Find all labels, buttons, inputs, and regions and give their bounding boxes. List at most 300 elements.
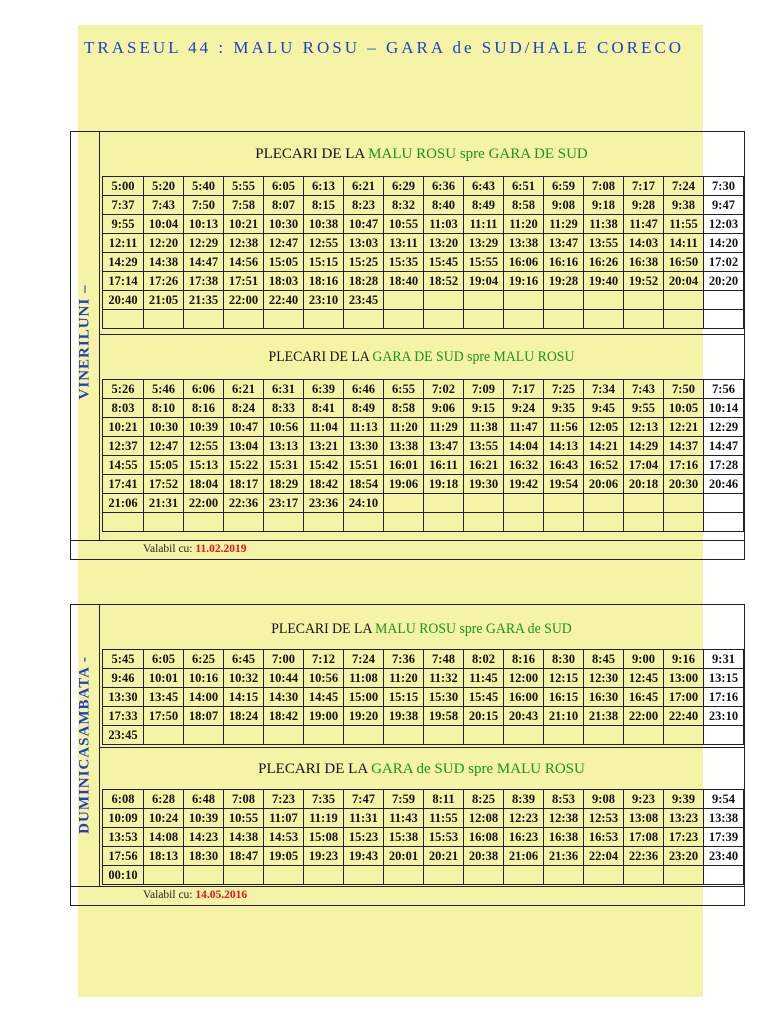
departure-time-cell: 16:23 [504, 828, 544, 847]
departure-time-cell: 18:17 [224, 475, 264, 494]
departure-time-cell [304, 310, 344, 329]
departure-time-cell: 7:09 [464, 380, 504, 399]
departure-time-cell: 10:01 [144, 669, 184, 688]
departure-time-cell: 19:38 [384, 707, 424, 726]
departure-time-cell: 14:21 [584, 437, 624, 456]
table-row [103, 177, 744, 196]
departure-time-cell: 22:36 [624, 847, 664, 866]
departure-time-cell: 16:50 [664, 253, 704, 272]
departure-time-cell [504, 494, 544, 513]
departure-time-cell [544, 291, 584, 310]
departure-time-cell: 19:28 [544, 272, 584, 291]
departure-time-cell: 14:47 [184, 253, 224, 272]
departure-time-cell: 13:55 [584, 234, 624, 253]
departure-time-cell: 11:20 [384, 418, 424, 437]
departure-time-cell: 7:08 [224, 790, 264, 809]
departure-time-cell: 21:31 [144, 494, 184, 513]
departure-time-cell: 9:06 [424, 399, 464, 418]
departure-time-cell [664, 513, 704, 532]
departure-time-cell: 21:38 [584, 707, 624, 726]
departure-time-cell: 8:58 [504, 196, 544, 215]
table-row [103, 456, 744, 475]
departure-time-cell [424, 291, 464, 310]
departure-time-cell: 19:52 [624, 272, 664, 291]
departure-time-cell [504, 866, 544, 885]
departure-time-cell [584, 291, 624, 310]
departure-time-cell: 17:02 [704, 253, 744, 272]
departure-time-cell: 5:55 [224, 177, 264, 196]
departure-time-cell [184, 310, 224, 329]
departure-time-cell: 16:21 [464, 456, 504, 475]
table-row [103, 669, 744, 688]
departure-time-cell: 15:45 [464, 688, 504, 707]
departure-time-cell: 13:04 [224, 437, 264, 456]
weekday-side-label: VINERILUNI – [76, 284, 93, 400]
departure-time-cell: 12:23 [504, 809, 544, 828]
departure-time-cell [384, 494, 424, 513]
departure-time-cell: 15:05 [144, 456, 184, 475]
departure-time-cell: 13:47 [544, 234, 584, 253]
departure-time-cell: 6:21 [224, 380, 264, 399]
departure-time-cell: 11:47 [624, 215, 664, 234]
departure-time-cell: 8:49 [464, 196, 504, 215]
departure-time-cell: 17:26 [144, 272, 184, 291]
departure-time-cell: 6:21 [344, 177, 384, 196]
departure-time-cell: 9:18 [584, 196, 624, 215]
departure-time-cell: 9:38 [664, 196, 704, 215]
departure-time-cell: 11:11 [464, 215, 504, 234]
departure-time-cell: 17:56 [103, 847, 144, 866]
table-row [103, 790, 744, 809]
departure-time-cell: 19:42 [504, 475, 544, 494]
departure-time-cell: 17:00 [664, 688, 704, 707]
departure-time-cell: 6:59 [544, 177, 584, 196]
departure-time-cell: 6:08 [103, 790, 144, 809]
departure-time-cell [144, 726, 184, 745]
departure-time-cell: 8:53 [544, 790, 584, 809]
departure-time-cell: 13:23 [664, 809, 704, 828]
departure-time-cell: 14:53 [264, 828, 304, 847]
departure-time-cell: 7:24 [344, 650, 384, 669]
departure-time-cell: 17:04 [624, 456, 664, 475]
departure-time-cell [144, 866, 184, 885]
departure-time-cell: 21:05 [144, 291, 184, 310]
departure-time-cell: 12:55 [184, 437, 224, 456]
departure-time-cell: 9:08 [544, 196, 584, 215]
departure-time-cell: 13:30 [344, 437, 384, 456]
departure-time-cell: 18:13 [144, 847, 184, 866]
departure-time-cell: 12:15 [544, 669, 584, 688]
departure-time-cell: 11:29 [544, 215, 584, 234]
departure-time-cell: 13:38 [504, 234, 544, 253]
departure-time-cell: 10:47 [224, 418, 264, 437]
departure-time-cell: 16:30 [584, 688, 624, 707]
departure-time-cell: 11:55 [424, 809, 464, 828]
departure-time-cell: 11:38 [584, 215, 624, 234]
weekend-outbound-heading [125, 607, 718, 651]
departure-time-cell: 8:03 [103, 399, 144, 418]
departure-time-cell: 15:23 [344, 828, 384, 847]
departure-time-cell: 14:04 [504, 437, 544, 456]
departure-time-cell: 5:45 [103, 650, 144, 669]
departure-time-cell [264, 866, 304, 885]
departure-time-cell: 19:04 [464, 272, 504, 291]
departure-time-cell [184, 866, 224, 885]
departure-time-cell [384, 513, 424, 532]
table-row [103, 253, 744, 272]
departure-time-cell: 10:09 [103, 809, 144, 828]
departure-time-cell: 16:01 [384, 456, 424, 475]
table-row [103, 726, 744, 745]
departure-time-cell: 13:55 [464, 437, 504, 456]
departure-time-cell [704, 726, 744, 745]
weekend-validity [71, 886, 744, 905]
departure-time-cell: 18:07 [184, 707, 224, 726]
departure-time-cell [664, 866, 704, 885]
departure-time-cell: 12:05 [584, 418, 624, 437]
departure-time-cell: 9:45 [584, 399, 624, 418]
departure-time-cell: 8:58 [384, 399, 424, 418]
departure-time-cell: 8:40 [424, 196, 464, 215]
departure-time-cell: 13:45 [144, 688, 184, 707]
departure-time-cell: 13:30 [103, 688, 144, 707]
departure-time-cell: 7:43 [624, 380, 664, 399]
departure-time-cell: 13:00 [664, 669, 704, 688]
departure-time-cell: 11:56 [544, 418, 584, 437]
table-row [103, 809, 744, 828]
departure-time-cell: 20:21 [424, 847, 464, 866]
departure-time-cell: 13:20 [424, 234, 464, 253]
departure-time-cell: 15:30 [424, 688, 464, 707]
departure-time-cell: 7:12 [304, 650, 344, 669]
departure-time-cell: 13:08 [624, 809, 664, 828]
departure-time-cell: 16:06 [504, 253, 544, 272]
departure-time-cell [184, 513, 224, 532]
departure-time-cell: 14:29 [624, 437, 664, 456]
departure-time-cell: 15:35 [384, 253, 424, 272]
weekend-side-label: DUMINICASAMBATA - [76, 656, 93, 834]
table-row [103, 418, 744, 437]
departure-time-cell: 17:51 [224, 272, 264, 291]
departure-time-cell: 17:28 [704, 456, 744, 475]
departure-time-cell [704, 866, 744, 885]
departure-time-cell: 15:15 [384, 688, 424, 707]
departure-time-cell: 19:18 [424, 475, 464, 494]
table-row [103, 399, 744, 418]
departure-time-cell: 21:35 [184, 291, 224, 310]
departure-time-cell: 23:45 [103, 726, 144, 745]
departure-time-cell: 20:20 [704, 272, 744, 291]
departure-time-cell: 7:50 [184, 196, 224, 215]
departure-time-cell [624, 726, 664, 745]
departure-time-cell: 10:30 [144, 418, 184, 437]
departure-time-cell: 12:29 [184, 234, 224, 253]
departure-time-cell [584, 513, 624, 532]
departure-time-cell: 10:13 [184, 215, 224, 234]
departure-time-cell: 7:08 [584, 177, 624, 196]
departure-time-cell: 8:16 [184, 399, 224, 418]
departure-time-cell: 7:36 [384, 650, 424, 669]
departure-time-cell: 19:00 [304, 707, 344, 726]
departure-time-cell: 14:03 [624, 234, 664, 253]
departure-time-cell: 8:11 [424, 790, 464, 809]
table-row [103, 707, 744, 726]
departure-time-cell: 21:06 [103, 494, 144, 513]
departure-time-cell: 13:11 [384, 234, 424, 253]
table-row [103, 828, 744, 847]
departure-time-cell: 7:34 [584, 380, 624, 399]
departure-time-cell: 8:30 [544, 650, 584, 669]
departure-time-cell: 12:53 [584, 809, 624, 828]
departure-time-cell: 7:48 [424, 650, 464, 669]
departure-time-cell: 12:11 [103, 234, 144, 253]
departure-time-cell: 11:45 [464, 669, 504, 688]
departure-time-cell: 14:15 [224, 688, 264, 707]
departure-time-cell [464, 513, 504, 532]
validity-label: Valabil cu: [143, 543, 196, 555]
departure-time-cell: 23:10 [304, 291, 344, 310]
departure-time-cell: 12:13 [624, 418, 664, 437]
departure-time-cell: 11:47 [504, 418, 544, 437]
departure-time-cell: 15:05 [264, 253, 304, 272]
departure-time-cell: 7:59 [384, 790, 424, 809]
departure-time-cell [544, 513, 584, 532]
departure-time-cell: 6:31 [264, 380, 304, 399]
departure-time-cell: 8:16 [504, 650, 544, 669]
departure-time-cell [584, 866, 624, 885]
departure-time-cell: 9:39 [664, 790, 704, 809]
departure-time-cell: 6:48 [184, 790, 224, 809]
departure-time-cell: 13:47 [424, 437, 464, 456]
departure-time-cell: 10:32 [224, 669, 264, 688]
departure-time-cell: 10:55 [384, 215, 424, 234]
departure-time-cell: 17:39 [704, 828, 744, 847]
departure-time-cell: 21:10 [544, 707, 584, 726]
departure-time-cell: 6:06 [184, 380, 224, 399]
departure-time-cell: 13:03 [344, 234, 384, 253]
departure-time-cell: 12:47 [264, 234, 304, 253]
departure-time-cell [424, 494, 464, 513]
departure-time-cell: 20:43 [504, 707, 544, 726]
table-row [103, 650, 744, 669]
departure-time-cell: 8:02 [464, 650, 504, 669]
departure-time-cell: 19:05 [264, 847, 304, 866]
departure-time-cell [424, 866, 464, 885]
departure-time-cell: 8:33 [264, 399, 304, 418]
heading-prefix: PLECARI DE LA [255, 146, 369, 162]
departure-time-cell: 9:31 [704, 650, 744, 669]
departure-time-cell [504, 291, 544, 310]
departure-time-cell: 19:58 [424, 707, 464, 726]
departure-time-cell: 14:38 [224, 828, 264, 847]
departure-time-cell: 10:39 [184, 418, 224, 437]
departure-time-cell: 10:38 [304, 215, 344, 234]
departure-time-cell: 16:53 [584, 828, 624, 847]
departure-time-cell: 7:58 [224, 196, 264, 215]
departure-time-cell: 11:07 [264, 809, 304, 828]
departure-time-cell: 7:17 [504, 380, 544, 399]
departure-time-cell [103, 310, 144, 329]
departure-time-cell: 7:25 [544, 380, 584, 399]
departure-time-cell [664, 726, 704, 745]
departure-time-cell: 13:15 [704, 669, 744, 688]
departure-time-cell: 11:04 [304, 418, 344, 437]
departure-time-cell: 8:32 [384, 196, 424, 215]
departure-time-cell: 7:02 [424, 380, 464, 399]
departure-time-cell [464, 494, 504, 513]
departure-time-cell: 10:14 [704, 399, 744, 418]
departure-time-cell: 10:30 [264, 215, 304, 234]
departure-time-cell: 16:16 [544, 253, 584, 272]
departure-time-cell: 8:49 [344, 399, 384, 418]
departure-time-cell: 7:00 [264, 650, 304, 669]
departure-time-cell: 13:38 [384, 437, 424, 456]
departure-time-cell: 12:00 [504, 669, 544, 688]
departure-time-cell: 13:38 [704, 809, 744, 828]
departure-time-cell: 8:41 [304, 399, 344, 418]
departure-time-cell: 5:00 [103, 177, 144, 196]
departure-time-cell: 15:55 [464, 253, 504, 272]
departure-time-cell [544, 494, 584, 513]
departure-time-cell: 8:45 [584, 650, 624, 669]
departure-time-cell: 17:16 [704, 688, 744, 707]
departure-time-cell: 13:21 [304, 437, 344, 456]
departure-time-cell: 9:24 [504, 399, 544, 418]
departure-time-cell: 6:43 [464, 177, 504, 196]
departure-time-cell: 20:15 [464, 707, 504, 726]
departure-time-cell: 16:38 [544, 828, 584, 847]
departure-time-cell: 18:30 [184, 847, 224, 866]
departure-time-cell: 12:47 [144, 437, 184, 456]
departure-time-cell: 14:37 [664, 437, 704, 456]
departure-time-cell: 10:44 [264, 669, 304, 688]
departure-time-cell [584, 310, 624, 329]
departure-time-cell: 16:00 [504, 688, 544, 707]
departure-time-cell: 20:06 [584, 475, 624, 494]
departure-time-cell: 14:29 [103, 253, 144, 272]
weekend-inbound-times-table [102, 789, 744, 885]
departure-time-cell [144, 310, 184, 329]
departure-time-cell [504, 310, 544, 329]
departure-time-cell: 19:54 [544, 475, 584, 494]
departure-time-cell [264, 310, 304, 329]
departure-time-cell: 10:47 [344, 215, 384, 234]
departure-time-cell: 9:54 [704, 790, 744, 809]
table-row [103, 310, 744, 329]
table-row [103, 291, 744, 310]
departure-time-cell: 17:14 [103, 272, 144, 291]
departure-time-cell [384, 726, 424, 745]
departure-time-cell: 18:29 [264, 475, 304, 494]
weekend-side-column [71, 605, 100, 887]
departure-time-cell: 18:42 [304, 475, 344, 494]
departure-time-cell: 16:15 [544, 688, 584, 707]
departure-time-cell: 9:47 [704, 196, 744, 215]
departure-time-cell: 17:38 [184, 272, 224, 291]
departure-time-cell: 7:30 [704, 177, 744, 196]
departure-time-cell: 21:36 [544, 847, 584, 866]
departure-time-cell [424, 513, 464, 532]
departure-time-cell: 18:04 [184, 475, 224, 494]
departure-time-cell: 7:37 [103, 196, 144, 215]
departure-time-cell: 7:23 [264, 790, 304, 809]
departure-time-cell: 8:10 [144, 399, 184, 418]
departure-time-cell: 8:24 [224, 399, 264, 418]
departure-time-cell [264, 726, 304, 745]
departure-time-cell: 00:10 [103, 866, 144, 885]
departure-time-cell: 14:11 [664, 234, 704, 253]
departure-time-cell: 23:45 [344, 291, 384, 310]
departure-time-cell: 20:38 [464, 847, 504, 866]
departure-time-cell: 5:46 [144, 380, 184, 399]
departure-time-cell: 17:41 [103, 475, 144, 494]
departure-time-cell: 11:20 [384, 669, 424, 688]
departure-time-cell: 11:13 [344, 418, 384, 437]
departure-time-cell: 10:21 [103, 418, 144, 437]
departure-time-cell: 19:16 [504, 272, 544, 291]
departure-time-cell: 6:45 [224, 650, 264, 669]
departure-time-cell: 9:16 [664, 650, 704, 669]
departure-time-cell: 22:00 [184, 494, 224, 513]
departure-time-cell: 7:35 [304, 790, 344, 809]
departure-time-cell: 11:20 [504, 215, 544, 234]
departure-time-cell: 15:25 [344, 253, 384, 272]
departure-time-cell: 16:43 [544, 456, 584, 475]
table-row [103, 513, 744, 532]
departure-time-cell: 9:35 [544, 399, 584, 418]
departure-time-cell: 17:50 [144, 707, 184, 726]
departure-time-cell: 5:20 [144, 177, 184, 196]
departure-time-cell: 16:32 [504, 456, 544, 475]
departure-time-cell: 12:30 [584, 669, 624, 688]
heading-destination: MALU ROSU spre GARA de SUD [375, 621, 572, 637]
departure-time-cell: 16:11 [424, 456, 464, 475]
departure-time-cell: 13:29 [464, 234, 504, 253]
weekday-outbound-heading [99, 132, 744, 176]
departure-time-cell: 6:51 [504, 177, 544, 196]
departure-time-cell [304, 726, 344, 745]
validity-label: Valabil cu: [143, 889, 196, 901]
departure-time-cell: 9:28 [624, 196, 664, 215]
departure-time-cell: 9:23 [624, 790, 664, 809]
departure-time-cell: 8:39 [504, 790, 544, 809]
departure-time-cell: 15:13 [184, 456, 224, 475]
departure-time-cell [384, 291, 424, 310]
departure-time-cell: 15:42 [304, 456, 344, 475]
departure-time-cell [384, 866, 424, 885]
departure-time-cell: 17:08 [624, 828, 664, 847]
departure-time-cell [344, 866, 384, 885]
departure-time-cell: 7:50 [664, 380, 704, 399]
departure-time-cell: 17:16 [664, 456, 704, 475]
departure-time-cell [704, 291, 744, 310]
departure-time-cell: 12:08 [464, 809, 504, 828]
departure-time-cell: 14:38 [144, 253, 184, 272]
departure-time-cell: 9:55 [624, 399, 664, 418]
departure-time-cell: 22:00 [624, 707, 664, 726]
departure-time-cell: 14:00 [184, 688, 224, 707]
departure-time-cell: 7:47 [344, 790, 384, 809]
departure-time-cell: 6:55 [384, 380, 424, 399]
departure-time-cell: 22:00 [224, 291, 264, 310]
departure-time-cell: 14:47 [704, 437, 744, 456]
departure-time-cell: 11:32 [424, 669, 464, 688]
departure-time-cell [544, 726, 584, 745]
departure-time-cell: 12:37 [103, 437, 144, 456]
departure-time-cell: 8:23 [344, 196, 384, 215]
departure-time-cell [224, 866, 264, 885]
departure-time-cell: 22:36 [224, 494, 264, 513]
